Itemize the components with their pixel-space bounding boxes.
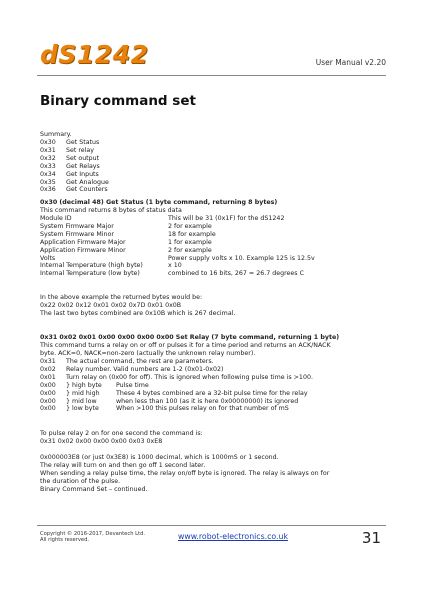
status-field: Internal Temperature (low byte) [40, 270, 140, 278]
param-brace: } mid high [66, 389, 100, 397]
summary-label: Set output [66, 154, 100, 162]
status-field: System Firmware Major [40, 222, 114, 230]
summary-code: 0x30 [40, 139, 56, 146]
set-relay-desc-2: byte. ACK=0, NACK=non-zero (actually the unknown relay number). [40, 350, 256, 357]
manual-version: User Manual v2.20 [315, 58, 386, 67]
status-desc: 2 for example [168, 222, 212, 230]
set-relay-heading: 0x31 0x02 0x01 0x00 0x00 0x00 0x00 Set Relay (7 byte command, returning 1 byte) [40, 334, 340, 341]
param-code: 0x00 [40, 397, 56, 405]
status-desc: x 10 [168, 262, 182, 270]
param-desc: Pulse time [116, 381, 149, 389]
param-brace: } low byte [66, 405, 99, 413]
param-desc: When >100 this pulses relay on for that number of mS [116, 405, 289, 413]
status-field: Application Firmware Major [40, 238, 126, 246]
param-code: 0x01 [40, 373, 56, 381]
param-desc: The actual command, the rest are parameters. [66, 358, 214, 365]
summary-label: Get Analogue [66, 178, 109, 186]
summary-label: Set relay [66, 146, 95, 154]
status-desc: Power supply volts x 10. Example 125 is 12.5v [168, 254, 315, 262]
header-divider [37, 75, 386, 76]
param-code: 0x31 [40, 358, 56, 365]
website-link[interactable]: www.robot-electronics.co.uk [178, 532, 288, 541]
param-desc: Turn relay on (0x00 for off). This is ignored when following pulse time is >100. [66, 373, 313, 381]
summary-label: Get Relays [66, 162, 100, 170]
param-desc: These 4 bytes combined are a 32-bit pulse time for the relay [116, 389, 308, 397]
get-status-intro: This command returns 8 bytes of status data [40, 207, 182, 214]
summary-code: 0x34 [40, 170, 56, 178]
summary-label: Get Inputs [66, 170, 99, 178]
example-intro: In the above example the returned bytes would be: [40, 294, 203, 301]
pulse-note-3: When sending a relay pulse time, the relay on/off byte is ignored. The relay is always on for [40, 470, 330, 477]
summary-code: 0x35 [40, 178, 56, 186]
status-field: System Firmware Minor [40, 230, 114, 238]
copyright [40, 531, 145, 544]
status-desc: combined to 16 bits, 267 = 26.7 degrees C [168, 270, 304, 278]
status-desc: 2 for example [168, 246, 212, 254]
summary-code: 0x33 [40, 162, 56, 170]
param-desc: when less than 100 (as it is here 0x00000000) its ignored [116, 397, 299, 405]
copyright-line-2: All rights reserved. [40, 537, 90, 544]
status-desc: This will be 31 (0x1F) for the dS1242 [168, 215, 285, 222]
pulse-note-4: the duration of the pulse. [40, 478, 121, 485]
summary-code: 0x32 [40, 154, 56, 162]
summary-code: 0x31 [40, 146, 56, 154]
example-note: The last two bytes combined are 0x10B which is 267 decimal. [40, 310, 236, 317]
continued-label: Binary Command Set – continued. [40, 486, 148, 493]
set-relay-desc-1: This command turns a relay on or off or pulses it for a time period and returns an ACK/NACK [40, 342, 331, 349]
param-code: 0x00 [40, 389, 56, 397]
pulse-note-2: The relay will turn on and then go off 1 second later. [40, 462, 206, 469]
pulse-intro: To pulse relay 2 on for one second the command is: [40, 430, 203, 437]
get-status-heading: 0x30 (decimal 48) Get Status (1 byte command, returning 8 bytes) [40, 199, 278, 206]
param-code: 0x00 [40, 405, 56, 413]
summary-heading: Summary. [40, 131, 72, 138]
param-desc: Relay number. Valid numbers are 1-2 (0x01-0x02) [66, 365, 224, 373]
status-desc: 18 for example [168, 230, 216, 238]
page-title: Binary command set [40, 93, 196, 109]
footer-divider [37, 525, 386, 526]
summary-code: 0x36 [40, 186, 56, 194]
status-field: Application Firmware Minor [40, 246, 126, 254]
status-field: Module ID [40, 215, 72, 222]
summary-label: Get Status [66, 139, 100, 146]
pulse-command: 0x31 0x02 0x00 0x00 0x00 0x03 0xE8 [40, 438, 163, 445]
example-bytes: 0x22 0x02 0x12 0x01 0x02 0x7D 0x01 0x0B [40, 302, 182, 309]
page-number: 31 [361, 529, 381, 547]
status-desc: 1 for example [168, 238, 212, 246]
param-code: 0x00 [40, 381, 56, 389]
param-brace: } high byte [66, 381, 102, 389]
ds1242-logo: dS1242 [40, 40, 149, 69]
copyright-line-1: Copyright © 2016-2017, Devantech Ltd. [40, 531, 146, 537]
param-brace: } mid low [66, 397, 97, 405]
pulse-note-1: 0x000003E8 (or just 0x3E8) is 1000 decimal, which is 1000mS or 1 second. [40, 454, 279, 461]
param-code: 0x02 [40, 365, 56, 373]
status-field: Volts [40, 254, 56, 262]
summary-label: Get Counters [66, 186, 108, 194]
status-field: Internal Temperature (high byte) [40, 262, 143, 270]
